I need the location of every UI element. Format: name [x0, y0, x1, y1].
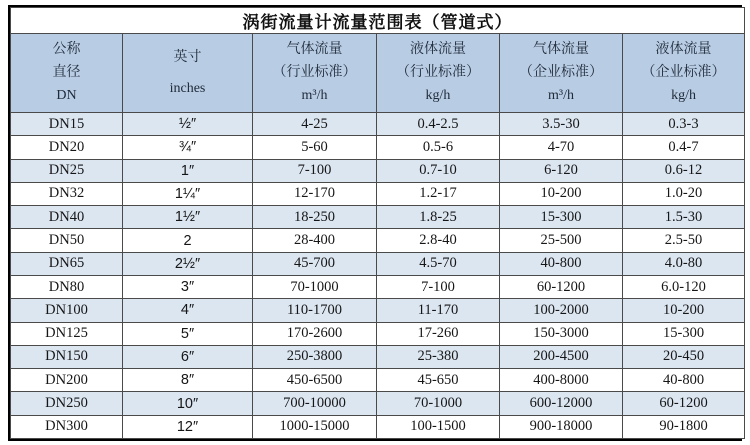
- table-row: [11, 299, 745, 322]
- column-header-lines: 气体流量 （企业标准） m³/h: [519, 42, 603, 104]
- table-cell-gas-enterprise: 25-500: [500, 229, 623, 252]
- table-cell-inches: 6″: [123, 345, 253, 368]
- table-cell-inches: ¾″: [123, 136, 253, 159]
- table-cell-liquid-enterprise: 90-1800: [623, 415, 745, 438]
- table-cell-liquid-industry: 0.4-2.5: [377, 113, 500, 136]
- table-cell-dn: DN20: [11, 136, 123, 159]
- column-header-gas-industry: [253, 34, 377, 113]
- table-cell-liquid-industry: 17-260: [377, 322, 500, 345]
- table-cell-dn: DN25: [11, 159, 123, 182]
- table-cell-liquid-industry: 45-650: [377, 369, 500, 392]
- table-cell-liquid-enterprise: 15-300: [623, 322, 745, 345]
- table-title-row: [11, 8, 745, 34]
- table-cell-dn: DN40: [11, 206, 123, 229]
- table-cell-dn: DN250: [11, 392, 123, 415]
- table-cell-gas-industry: 250-3800: [253, 345, 377, 368]
- table-cell-liquid-enterprise: 40-800: [623, 369, 745, 392]
- table-cell-liquid-industry: 0.7-10: [377, 159, 500, 182]
- table-cell-gas-industry: 4-25: [253, 113, 377, 136]
- table-row: [11, 275, 745, 298]
- table-cell-liquid-industry: 4.5-70: [377, 252, 500, 275]
- table-row: [11, 252, 745, 275]
- table-cell-inches: 1″: [123, 159, 253, 182]
- table-cell-gas-industry: 70-1000: [253, 275, 377, 298]
- table-cell-liquid-enterprise: 4.0-80: [623, 252, 745, 275]
- table-cell-liquid-industry: 7-100: [377, 275, 500, 298]
- table-cell-gas-enterprise: 400-8000: [500, 369, 623, 392]
- table-cell-gas-enterprise: 200-4500: [500, 345, 623, 368]
- table-cell-dn: DN300: [11, 415, 123, 438]
- table-cell-gas-industry: 18-250: [253, 206, 377, 229]
- table-cell-gas-enterprise: 10-200: [500, 182, 623, 205]
- table-cell-liquid-industry: 25-380: [377, 345, 500, 368]
- table-cell-gas-industry: 45-700: [253, 252, 377, 275]
- table-cell-inches: 3″: [123, 275, 253, 298]
- table-cell-liquid-industry: 0.5-6: [377, 136, 500, 159]
- table-cell-liquid-enterprise: 10-200: [623, 299, 745, 322]
- table-cell-liquid-enterprise: 0.6-12: [623, 159, 745, 182]
- table-cell-liquid-industry: 1.2-17: [377, 182, 500, 205]
- table-cell-liquid-enterprise: 0.4-7: [623, 136, 745, 159]
- table-cell-gas-industry: 12-170: [253, 182, 377, 205]
- table-row: [11, 136, 745, 159]
- table-row: [11, 113, 745, 136]
- table-cell-liquid-industry: 2.8-40: [377, 229, 500, 252]
- table-cell-liquid-industry: 70-1000: [377, 392, 500, 415]
- table-cell-inches: 1½″: [123, 206, 253, 229]
- table-row: [11, 159, 745, 182]
- table-cell-liquid-enterprise: 1.5-30: [623, 206, 745, 229]
- table-cell-gas-industry: 1000-15000: [253, 415, 377, 438]
- table-cell-gas-enterprise: 15-300: [500, 206, 623, 229]
- column-header-liquid-industry: [377, 34, 500, 113]
- table-body: [11, 113, 745, 439]
- table-cell-liquid-enterprise: 2.5-50: [623, 229, 745, 252]
- table-cell-liquid-industry: 100-1500: [377, 415, 500, 438]
- table-cell-liquid-industry: 1.8-25: [377, 206, 500, 229]
- table-cell-gas-industry: 28-400: [253, 229, 377, 252]
- table-row: [11, 369, 745, 392]
- table-title: 涡街流量计流量范围表（管道式）: [11, 8, 745, 34]
- table-cell-dn: DN50: [11, 229, 123, 252]
- table-cell-inches: 12″: [123, 415, 253, 438]
- table-cell-dn: DN200: [11, 369, 123, 392]
- table-cell-dn: DN150: [11, 345, 123, 368]
- table-cell-gas-enterprise: 100-2000: [500, 299, 623, 322]
- flow-range-table: [10, 7, 745, 439]
- table-cell-gas-enterprise: 150-3000: [500, 322, 623, 345]
- table-cell-dn: DN125: [11, 322, 123, 345]
- table-row: [11, 415, 745, 438]
- column-header-lines: 液体流量 （企业标准） kg/h: [641, 42, 726, 104]
- table-row: [11, 229, 745, 252]
- table-row: [11, 345, 745, 368]
- table-cell-dn: DN15: [11, 113, 123, 136]
- table-cell-liquid-enterprise: 1.0-20: [623, 182, 745, 205]
- table-cell-dn: DN32: [11, 182, 123, 205]
- table-header-row: [11, 34, 745, 113]
- table-cell-gas-enterprise: 40-800: [500, 252, 623, 275]
- column-header-liquid-enterprise: [623, 34, 745, 113]
- table-cell-inches: 2: [123, 229, 253, 252]
- table-cell-dn: DN65: [11, 252, 123, 275]
- table-cell-gas-industry: 7-100: [253, 159, 377, 182]
- column-header-lines: 气体流量 （行业标准） m³/h: [272, 42, 357, 104]
- table-cell-liquid-enterprise: 60-1200: [623, 392, 745, 415]
- table-cell-dn: DN100: [11, 299, 123, 322]
- table-cell-gas-industry: 700-10000: [253, 392, 377, 415]
- table-cell-inches: 10″: [123, 392, 253, 415]
- table-cell-gas-enterprise: 60-1200: [500, 275, 623, 298]
- table-cell-gas-enterprise: 900-18000: [500, 415, 623, 438]
- table-cell-dn: DN80: [11, 275, 123, 298]
- column-header-lines: 英寸 inches: [169, 50, 206, 96]
- table-cell-inches: 4″: [123, 299, 253, 322]
- table-cell-inches: 1¼″: [123, 182, 253, 205]
- table-cell-gas-industry: 5-60: [253, 136, 377, 159]
- table-cell-gas-enterprise: 6-120: [500, 159, 623, 182]
- table-cell-gas-industry: 450-6500: [253, 369, 377, 392]
- table-cell-liquid-industry: 11-170: [377, 299, 500, 322]
- column-header-dn: [11, 34, 123, 113]
- table-cell-gas-enterprise: 3.5-30: [500, 113, 623, 136]
- table-cell-gas-enterprise: 4-70: [500, 136, 623, 159]
- column-header-lines: 公称 直径 DN: [52, 42, 81, 104]
- table-cell-liquid-enterprise: 0.3-3: [623, 113, 745, 136]
- table-cell-gas-industry: 170-2600: [253, 322, 377, 345]
- column-header-inches: [123, 34, 253, 113]
- column-header-gas-enterprise: [500, 34, 623, 113]
- table-cell-inches: 8″: [123, 369, 253, 392]
- table-cell-inches: 2½″: [123, 252, 253, 275]
- table-cell-gas-industry: 110-1700: [253, 299, 377, 322]
- table-cell-gas-enterprise: 600-12000: [500, 392, 623, 415]
- table-cell-inches: ½″: [123, 113, 253, 136]
- table-cell-liquid-enterprise: 20-450: [623, 345, 745, 368]
- table-row: [11, 206, 745, 229]
- table-row: [11, 182, 745, 205]
- table-row: [11, 322, 745, 345]
- table-row: [11, 392, 745, 415]
- table-cell-inches: 5″: [123, 322, 253, 345]
- table-cell-liquid-enterprise: 6.0-120: [623, 275, 745, 298]
- flow-range-table-frame: [8, 5, 742, 441]
- column-header-lines: 液体流量 （行业标准） kg/h: [396, 42, 480, 104]
